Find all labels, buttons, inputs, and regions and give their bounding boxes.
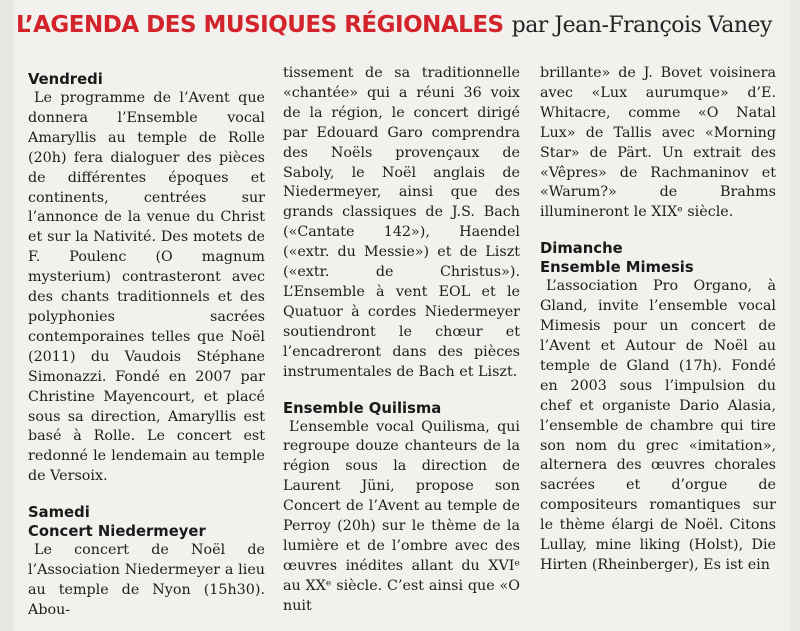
column-3 [540, 64, 776, 576]
section-heading-concert-niedermeyer: Concert Niedermeyer [28, 523, 206, 541]
column-1 [28, 70, 265, 621]
section-heading-dimanche: Dimanche [540, 240, 623, 258]
article-byline: par Jean-François Vaney [511, 13, 772, 38]
paragraph-mimesis: L’association Pro Organo, à Gland, invite l’ensemble vocal Mimesis pour un concert de l’Avent et Autour de Noël au temple de Gland (17h). Fondé en 2003 sous l’impulsion du chef et organiste Dario Alasia, l’ensemble de chambre qui tire son nom du grec «imitation», alternera des œuvres chorales sacrées et d’orgue de compositeurs romantiques sur le thème élargi de Noël. Citons Lullay, mine liking (Holst), Die Hirten (Rheinberger), Es ist ein [540, 278, 776, 573]
paragraph-samedi: Le concert de Noël de l’Association Niedermeyer a lieu au temple de Nyon (15h30). Abou- [28, 542, 265, 618]
paragraph-quilisma: L’ensemble vocal Quilisma, qui regroupe douze chanteurs de la région sous la direction de Laurent Jüni, propose son Concert de l’Avent au temple de Perroy (20h) sur le thème de la lumière et de l’ombre avec des œuvres inédites allant du XVIᵉ au XXᵉ siècle. C’est ainsi que «O nuit [283, 418, 520, 614]
paragraph-niedermeyer-continued: tissement de sa traditionnelle «chantée» qui a réuni 36 voix de la région, le concert dirigé par Edouard Garo comprendra des Noëls provençaux de Saboly, le Noël anglais de Niedermeyer, ainsi que des grands classiques de J.S. Bach («Cantate 142»), Haendel («extr. du Messie») et de Liszt («extr. de Christus»). L’Ensemble à vent EOL et le Quatuor à cordes Niedermeyer soutiendront le chœur et l’encadreront dans des pièces instrumentales de Bach et Liszt. [283, 65, 520, 380]
section-heading-ensemble-mimesis: Ensemble Mimesis [540, 259, 694, 277]
section-heading-vendredi: Vendredi [28, 71, 103, 88]
paragraph-quilisma-continued: brillante» de J. Bovet voisinera avec «Lux aurumque» d’E. Whitacre, comme «O Natal Lux» de Tallis avec «Morning Star» de Pärt. Un extrait des «Vêpres» de Rachmaninov et «Warum?» de Brahms illumineront le XIXᵉ siècle. [540, 65, 776, 221]
section-heading-ensemble-quilisma: Ensemble Quilisma [283, 399, 442, 417]
article-header [16, 12, 772, 38]
adjacent-page-edge-right [790, 0, 800, 631]
article-title: L’AGENDA DES MUSIQUES RÉGIONALES [16, 12, 504, 38]
paragraph-vendredi: Le programme de l’Avent que donnera l’Ensemble vocal Amaryllis au temple de Rolle (20h) fera dialoguer des pièces de différentes époques et continents, centrées sur l’annonce de la venue du Christ et sur la Nativité. Des motets de F. Poulenc (O magnum mysterium) contrasteront avec des chants traditionnels et des polyphonies sacrées contemporaines telles que Noël (2011) du Vaudois Stéphane Simonazzi. Fondé en 2007 par Christine Mayencourt, et placé sous sa direction, Amaryllis est basé à Rolle. Le concert est redonné le lendemain au temple de Versoix. [28, 90, 265, 485]
section-heading-samedi: Samedi [28, 504, 90, 522]
column-2 [283, 64, 520, 617]
adjacent-page-edge-left [0, 0, 14, 631]
